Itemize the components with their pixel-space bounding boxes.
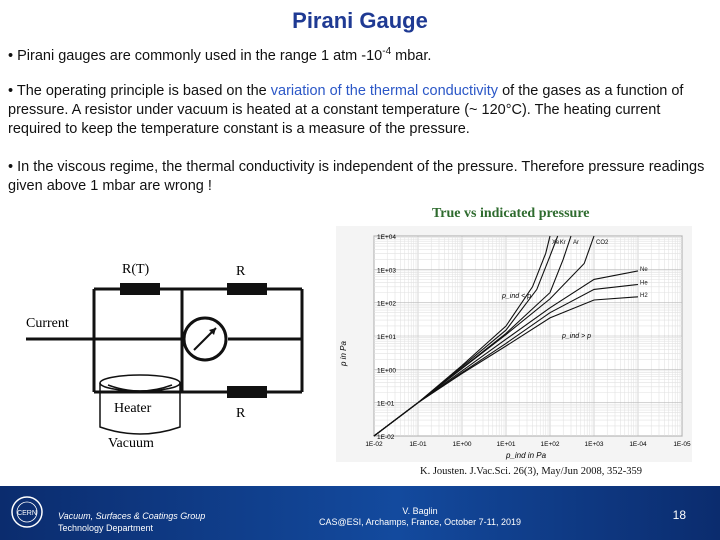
annotation-less: p_ind < p	[502, 293, 531, 300]
y-tick-label: 1E+04	[377, 234, 396, 241]
series-label-co2: CO2	[596, 240, 609, 246]
y-tick-label: 1E+02	[377, 300, 396, 308]
pressure-chart	[336, 226, 692, 462]
x-tick-label: 1E-01	[409, 441, 427, 448]
x-tick-label: 1E+01	[496, 441, 516, 448]
y-tick-label: 1E+00	[377, 367, 396, 375]
footer-group-line2: Technology Department	[58, 523, 154, 533]
footer-author: V. Baglin	[402, 506, 438, 516]
current-label: Current	[26, 316, 69, 331]
bullet-range	[8, 42, 712, 66]
logo-text: CERN	[17, 510, 37, 517]
y-tick-label: 1E-02	[377, 434, 395, 441]
series-label-xe: Xe	[552, 240, 560, 246]
r-top-label: R	[236, 264, 246, 279]
ammeter-icon	[184, 318, 226, 360]
x-tick-label: 1E-05	[673, 441, 691, 448]
x-tick-label: 1E+03	[584, 441, 604, 448]
x-tick-label: 1E+00	[452, 441, 472, 448]
x-tick-label: 1E+02	[540, 441, 560, 448]
slide-title: Pirani Gauge	[292, 8, 428, 33]
circuit-diagram	[22, 255, 342, 455]
rt-label: R(T)	[122, 262, 150, 277]
bullet-range-text: • Pirani gauges are commonly used in the range 1 atm -10	[8, 47, 383, 64]
series-label-h2: H2	[640, 292, 648, 299]
bullet-range-exponent: -4	[382, 46, 392, 57]
citation: K. Jousten. J.Vac.Sci. 26(3), May/Jun 2008, 352-359	[420, 466, 642, 477]
footer-group	[58, 510, 205, 534]
bullet-viscous: • In the viscous regime, the thermal conductivity is independent of the pressure. Therefore pressure readings given above 1 mbar are wrong !	[8, 159, 705, 194]
x-tick-label: 1E-04	[629, 441, 647, 448]
y-tick-label: 1E+03	[377, 267, 396, 275]
y-tick-label: 1E+01	[377, 334, 396, 341]
series-label-ar: Ar	[572, 240, 579, 246]
resistor-r-top-icon	[227, 283, 267, 295]
page-number: 18	[672, 508, 686, 522]
chart-title: True vs indicated pressure	[432, 206, 590, 221]
footer-bar	[0, 486, 720, 540]
series-label-ne: Ne	[640, 266, 648, 273]
y-tick-label: 1E-01	[377, 400, 395, 408]
footer-event-text: CAS@ESI, Archamps, France, October 7-11, 2019	[318, 517, 522, 527]
vacuum-label: Vacuum	[108, 436, 154, 451]
bullet-range-tail: mbar.	[391, 47, 432, 64]
bullet-principle-pre: • The operating principle is based on the	[8, 83, 271, 99]
r-bottom-label: R	[236, 406, 246, 421]
resistor-r-bottom-icon	[227, 386, 267, 398]
annotation-greater: p_ind > p	[562, 333, 591, 340]
x-tick-label: 1E-02	[365, 441, 383, 448]
resistor-rt-icon	[120, 283, 160, 295]
y-axis-label: p in Pa	[339, 341, 348, 366]
cern-logo-icon	[8, 494, 46, 530]
bullet-principle	[8, 82, 712, 139]
heater-label: Heater	[114, 401, 152, 416]
series-label-he: He	[640, 280, 648, 287]
footer-event	[300, 506, 540, 528]
bullet-principle-post: of the gases as a function of pressure. A resistor under vacuum is heated at a constant temperature (~ 120°C). The heating current required to keep the temperature constant is a measure of the pressure.	[8, 83, 684, 137]
footer-group-line1: Vacuum, Surfaces & Coatings Group	[58, 511, 206, 521]
bullet-principle-highlight: variation of the thermal conductivity	[270, 83, 499, 99]
x-axis-label: p_ind in Pa	[506, 451, 547, 460]
series-label-kr: Kr	[559, 240, 566, 246]
